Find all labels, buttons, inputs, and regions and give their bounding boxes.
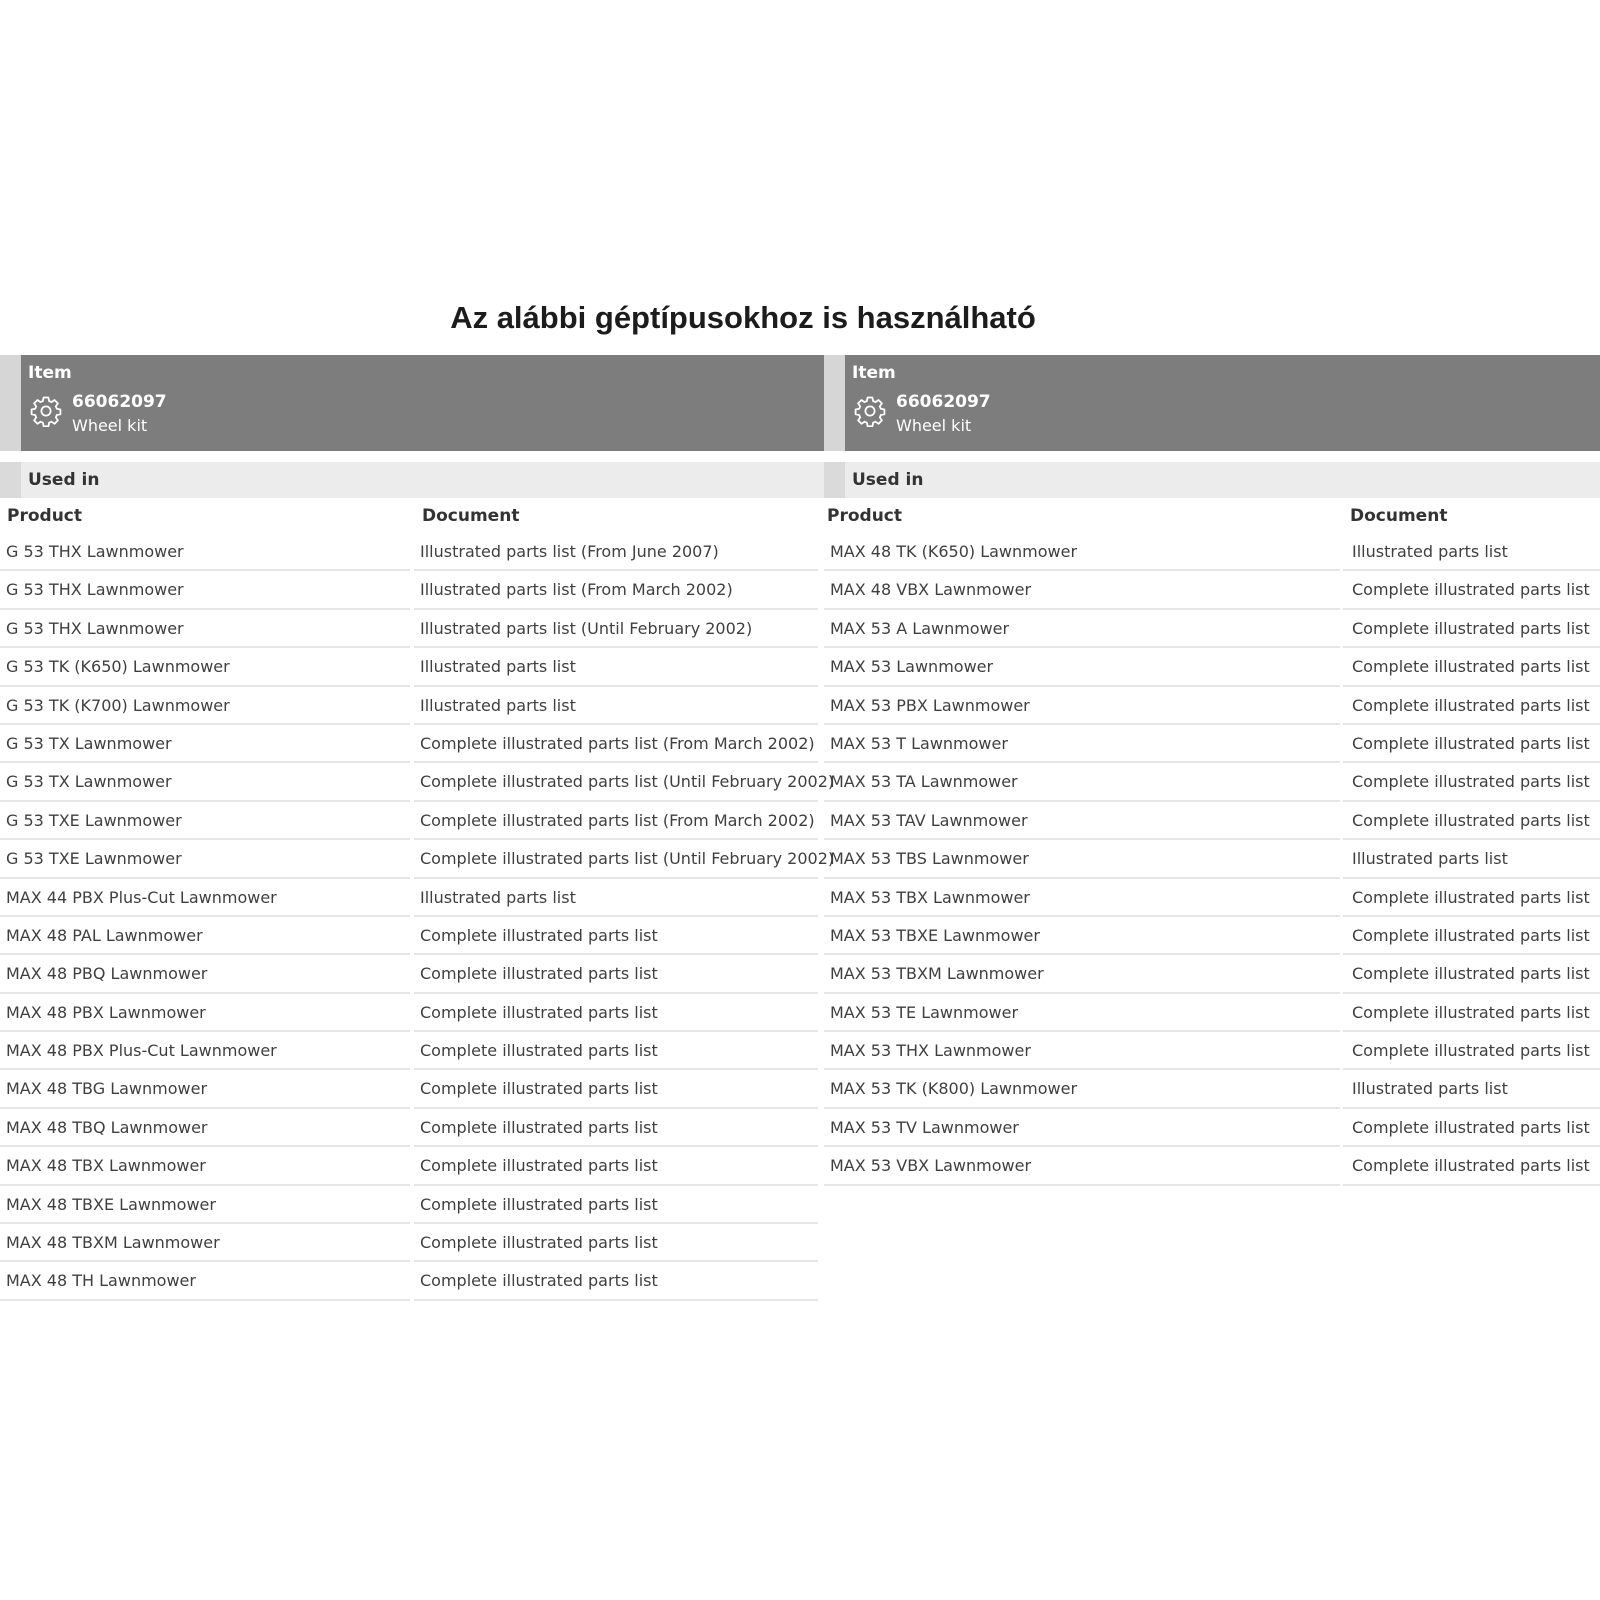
table-row[interactable] xyxy=(0,610,824,648)
document-link[interactable]: Complete illustrated parts list (From March 2002) xyxy=(420,810,815,830)
item-label: Item xyxy=(28,363,72,383)
item-number: 66062097 xyxy=(72,392,167,412)
product-cell[interactable]: MAX 48 TBQ Lawnmower xyxy=(6,1117,208,1137)
gear-icon xyxy=(30,395,62,427)
product-cell[interactable]: G 53 TK (K700) Lawnmower xyxy=(6,695,230,715)
table-body xyxy=(824,533,1600,1186)
used-in-label: Used in xyxy=(28,470,100,490)
table-row[interactable] xyxy=(0,763,835,801)
product-cell[interactable]: MAX 48 PBX Plus-Cut Lawnmower xyxy=(6,1041,277,1061)
table-row[interactable] xyxy=(824,1109,1600,1147)
product-cell[interactable]: G 53 THX Lawnmower xyxy=(6,618,184,638)
used-in-bar xyxy=(824,462,1600,498)
item-number: 66062097 xyxy=(896,392,991,412)
document-link[interactable]: Complete illustrated parts list xyxy=(1352,695,1590,715)
product-cell[interactable]: MAX 48 TK (K650) Lawnmower xyxy=(830,542,1078,561)
table-row[interactable] xyxy=(824,648,1600,686)
document-link[interactable]: Illustrated parts list xyxy=(1352,849,1508,869)
product-cell[interactable]: MAX 48 VBX Lawnmower xyxy=(830,580,1032,600)
document-link[interactable]: Complete illustrated parts list xyxy=(420,1194,658,1214)
document-link[interactable]: Complete illustrated parts list xyxy=(420,1079,658,1099)
item-name: Wheel kit xyxy=(72,416,148,435)
table-header xyxy=(0,498,824,533)
document-link[interactable]: Illustrated parts list xyxy=(1352,542,1508,561)
table-row[interactable] xyxy=(0,1147,824,1185)
column-header-product[interactable]: Product xyxy=(7,506,82,526)
product-cell[interactable]: MAX 53 Lawnmower xyxy=(830,657,994,677)
document-link[interactable]: Illustrated parts list xyxy=(420,657,576,677)
product-cell[interactable]: MAX 53 T Lawnmower xyxy=(830,733,1008,753)
product-cell[interactable]: MAX 48 PBQ Lawnmower xyxy=(6,964,208,984)
document-link[interactable]: Complete illustrated parts list xyxy=(1352,580,1590,600)
product-cell[interactable]: MAX 48 TBX Lawnmower xyxy=(6,1156,206,1176)
header-stripe xyxy=(824,355,845,451)
document-link[interactable]: Illustrated parts list xyxy=(420,887,576,907)
used-in-bar xyxy=(0,462,824,498)
table-row[interactable] xyxy=(0,1070,824,1108)
product-cell[interactable]: MAX 48 PBX Lawnmower xyxy=(6,1002,206,1022)
table-row[interactable] xyxy=(824,994,1600,1032)
used-in-stripe xyxy=(824,462,845,498)
table-row[interactable] xyxy=(0,879,824,917)
product-cell[interactable]: MAX 53 TE Lawnmower xyxy=(830,1002,1019,1022)
document-link[interactable]: Complete illustrated parts list xyxy=(1352,1002,1590,1022)
table-body xyxy=(0,533,835,1301)
document-link[interactable]: Complete illustrated parts list xyxy=(420,1233,658,1253)
used-in-label: Used in xyxy=(852,470,924,490)
document-link[interactable]: Complete illustrated parts list xyxy=(1352,1041,1590,1061)
column-header-product[interactable]: Product xyxy=(827,506,902,526)
table-row[interactable] xyxy=(0,725,824,763)
table-row[interactable] xyxy=(0,533,824,571)
table-row[interactable] xyxy=(0,917,824,955)
table-row[interactable] xyxy=(824,1147,1600,1185)
column-header-document[interactable]: Document xyxy=(1350,506,1448,526)
row-divider xyxy=(1343,1184,1600,1186)
table-row[interactable] xyxy=(824,1070,1600,1108)
parts-panel-left xyxy=(0,355,835,1301)
table-row[interactable] xyxy=(0,955,824,993)
product-cell[interactable]: MAX 53 PBX Lawnmower xyxy=(830,695,1030,715)
row-divider xyxy=(414,1299,818,1301)
document-link[interactable]: Complete illustrated parts list xyxy=(420,1156,658,1176)
table-row[interactable] xyxy=(824,610,1600,648)
table-row[interactable] xyxy=(0,1224,824,1262)
product-cell[interactable]: MAX 53 A Lawnmower xyxy=(830,618,1010,638)
document-link[interactable]: Complete illustrated parts list xyxy=(1352,925,1590,945)
product-cell[interactable]: MAX 53 TV Lawnmower xyxy=(830,1117,1019,1137)
document-link[interactable]: Complete illustrated parts list xyxy=(1352,1156,1590,1176)
product-cell[interactable]: G 53 TK (K650) Lawnmower xyxy=(6,657,230,677)
table-row[interactable] xyxy=(824,571,1600,609)
table-row[interactable] xyxy=(0,994,824,1032)
gear-icon xyxy=(854,395,886,427)
document-link[interactable]: Illustrated parts list (Until February 2002) xyxy=(420,618,753,638)
product-cell[interactable]: G 53 TXE Lawnmower xyxy=(6,849,182,869)
product-cell[interactable]: MAX 53 VBX Lawnmower xyxy=(830,1156,1032,1176)
document-link[interactable]: Complete illustrated parts list xyxy=(1352,618,1590,638)
document-link[interactable]: Complete illustrated parts list xyxy=(420,1117,658,1137)
table-row[interactable] xyxy=(0,1109,824,1147)
row-divider xyxy=(0,1299,410,1301)
product-cell[interactable]: MAX 53 THX Lawnmower xyxy=(830,1041,1031,1061)
product-cell[interactable]: MAX 48 TBG Lawnmower xyxy=(6,1079,208,1099)
document-link[interactable]: Complete illustrated parts list xyxy=(1352,1117,1590,1137)
item-name: Wheel kit xyxy=(896,416,972,435)
product-cell[interactable]: G 53 THX Lawnmower xyxy=(6,542,184,561)
document-link[interactable]: Complete illustrated parts list xyxy=(1352,964,1590,984)
document-link[interactable]: Complete illustrated parts list xyxy=(420,1041,658,1061)
table-row[interactable] xyxy=(824,533,1600,571)
table-row[interactable] xyxy=(0,1186,824,1224)
document-link[interactable]: Complete illustrated parts list xyxy=(420,1271,658,1291)
table-row[interactable] xyxy=(0,1032,824,1070)
parts-table xyxy=(0,498,835,1301)
used-in-stripe xyxy=(0,462,21,498)
table-row[interactable] xyxy=(824,687,1600,725)
parts-table xyxy=(824,498,1600,1186)
table-row[interactable] xyxy=(824,1032,1600,1070)
table-row[interactable] xyxy=(824,725,1600,763)
table-row[interactable] xyxy=(824,879,1600,917)
table-row[interactable] xyxy=(0,802,824,840)
document-link[interactable]: Complete illustrated parts list xyxy=(420,925,658,945)
product-cell[interactable]: MAX 44 PBX Plus-Cut Lawnmower xyxy=(6,887,277,907)
document-link[interactable]: Complete illustrated parts list (From March 2002) xyxy=(420,733,815,753)
table-row[interactable] xyxy=(0,1262,824,1300)
table-row[interactable] xyxy=(824,840,1600,878)
product-cell[interactable]: MAX 53 TK (K800) Lawnmower xyxy=(830,1079,1078,1099)
product-cell[interactable]: MAX 53 TBS Lawnmower xyxy=(830,849,1029,869)
document-link[interactable]: Complete illustrated parts list (Until February 2002) xyxy=(420,849,835,869)
table-row[interactable] xyxy=(0,687,824,725)
document-link[interactable]: Illustrated parts list (From June 2007) xyxy=(420,542,719,561)
product-cell[interactable]: MAX 53 TBXE Lawnmower xyxy=(830,925,1040,945)
parts-panel-right xyxy=(824,355,1600,1186)
document-link[interactable]: Complete illustrated parts list xyxy=(420,964,658,984)
item-header xyxy=(0,355,824,451)
table-row[interactable] xyxy=(824,802,1600,840)
product-cell[interactable]: MAX 48 TBXM Lawnmower xyxy=(6,1233,220,1253)
product-cell[interactable]: G 53 TX Lawnmower xyxy=(6,772,172,792)
document-link[interactable]: Complete illustrated parts list xyxy=(1352,657,1590,677)
product-cell[interactable]: MAX 53 TA Lawnmower xyxy=(830,772,1018,792)
document-link[interactable]: Complete illustrated parts list xyxy=(420,1002,658,1022)
product-cell[interactable]: MAX 53 TBX Lawnmower xyxy=(830,887,1030,907)
table-row[interactable] xyxy=(0,840,835,878)
document-link[interactable]: Illustrated parts list xyxy=(1352,1079,1508,1099)
table-row[interactable] xyxy=(824,917,1600,955)
document-link[interactable]: Illustrated parts list xyxy=(420,695,576,715)
header-stripe xyxy=(0,355,21,451)
row-divider xyxy=(824,1184,1340,1186)
product-cell[interactable]: MAX 48 PAL Lawnmower xyxy=(6,925,203,945)
column-header-document[interactable]: Document xyxy=(422,506,520,526)
table-header xyxy=(824,498,1600,533)
product-cell[interactable]: G 53 TX Lawnmower xyxy=(6,733,172,753)
product-cell[interactable]: MAX 48 TH Lawnmower xyxy=(6,1271,196,1291)
document-link[interactable]: Complete illustrated parts list xyxy=(1352,772,1590,792)
table-row[interactable] xyxy=(824,763,1600,801)
table-row[interactable] xyxy=(0,571,824,609)
product-cell[interactable]: MAX 53 TBXM Lawnmower xyxy=(830,964,1044,984)
product-cell[interactable]: MAX 48 TBXE Lawnmower xyxy=(6,1194,216,1214)
product-cell[interactable]: MAX 53 TAV Lawnmower xyxy=(830,810,1028,830)
document-link[interactable]: Complete illustrated parts list xyxy=(1352,810,1590,830)
document-link[interactable]: Complete illustrated parts list xyxy=(1352,887,1590,907)
document-link[interactable]: Complete illustrated parts list xyxy=(1352,733,1590,753)
item-header xyxy=(824,355,1600,451)
table-row[interactable] xyxy=(824,955,1600,993)
page-title: Az alábbi géptípusokhoz is használható xyxy=(450,300,1036,335)
document-link[interactable]: Illustrated parts list (From March 2002) xyxy=(420,580,733,600)
item-label: Item xyxy=(852,363,896,383)
table-row[interactable] xyxy=(0,648,824,686)
product-cell[interactable]: G 53 THX Lawnmower xyxy=(6,580,184,600)
product-cell[interactable]: G 53 TXE Lawnmower xyxy=(6,810,182,830)
document-link[interactable]: Complete illustrated parts list (Until February 2002) xyxy=(420,772,835,792)
